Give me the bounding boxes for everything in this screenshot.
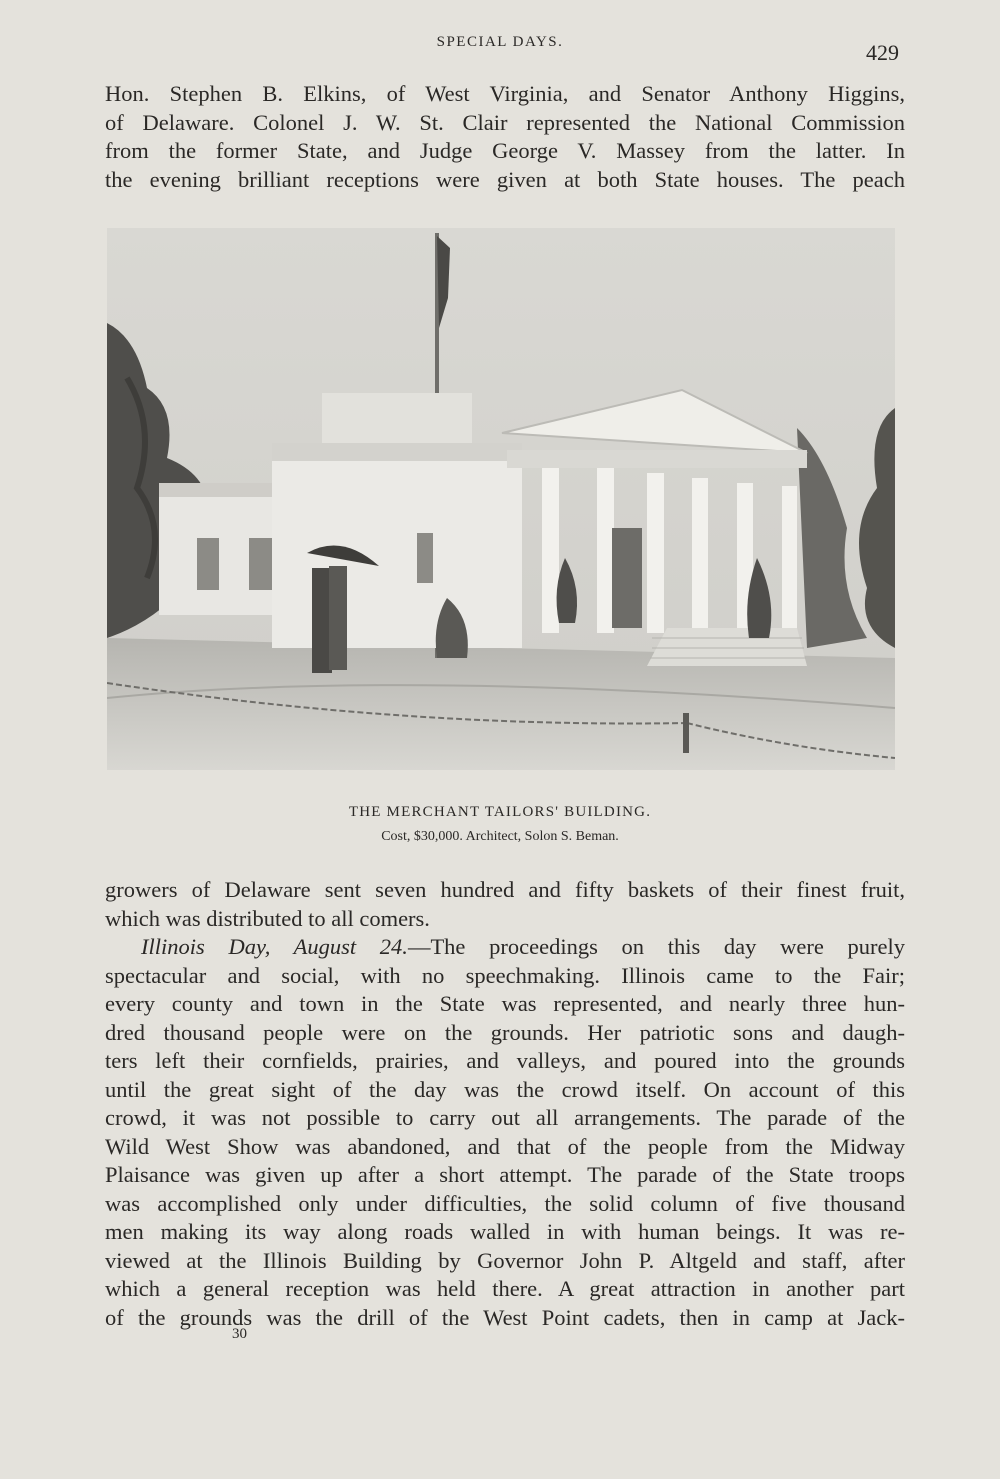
- top-paragraph: [105, 80, 905, 194]
- text-line: growers of Delaware sent seven hundred and fifty baskets of their finest fruit,: [105, 877, 905, 902]
- text-line: of Delaware. Colonel J. W. St. Clair represented the National Commission: [105, 109, 905, 135]
- text-line: Hon. Stephen B. Elkins, of West Virginia, and Senator Anthony Higgins,: [105, 81, 905, 106]
- signature-mark: 30: [232, 1326, 247, 1342]
- day-heading: Illinois Day, August 24.: [141, 934, 408, 959]
- text-line: dred thousand people were on the grounds. Her patriotic sons and daugh-: [105, 1019, 905, 1045]
- text-line: spectacular and social, with no speechmaking. Illinois came to the Fair;: [105, 962, 905, 988]
- text-line: of the grounds was the drill of the West Point cadets, then in camp at Jack-: [105, 1304, 905, 1330]
- running-head: SPECIAL DAYS.: [436, 34, 564, 50]
- figure-caption-subtitle: Cost, $30,000. Architect, Solon S. Beman.: [381, 829, 619, 844]
- figure-caption-title: THE MERCHANT TAILORS' BUILDING.: [348, 804, 652, 820]
- text-line: ters left their cornfields, prairies, and valleys, and poured into the grounds: [105, 1048, 905, 1073]
- bottom-paragraph: [105, 876, 905, 1332]
- text-line: men making its way along roads walled in with human beings. It was re-: [105, 1219, 905, 1244]
- page-number: 429: [866, 40, 899, 65]
- building-photograph: [107, 228, 895, 770]
- text-fragment: —The proceedings on this day were purely: [407, 934, 905, 959]
- text-line-heading: [105, 933, 905, 962]
- text-line: crowd, it was not possible to carry out all arrangements. The parade of the: [105, 1105, 905, 1130]
- text-line: which a general reception was held there. A great attraction in another part: [105, 1276, 905, 1301]
- text-line: which was distributed to all comers.: [105, 905, 430, 931]
- text-line: Plaisance was given up after a short attempt. The parade of the State troops: [105, 1162, 905, 1187]
- text-line: Wild West Show was abandoned, and that of the people from the Midway: [105, 1133, 905, 1159]
- text-line: until the great sight of the day was the crowd itself. On account of this: [105, 1076, 905, 1102]
- text-line: every county and town in the State was represented, and nearly three hun-: [105, 991, 905, 1016]
- text-line: was accomplished only under difficulties, the solid column of five thousand: [105, 1190, 905, 1216]
- photo-illustration: [107, 228, 895, 770]
- text-line: the evening brilliant receptions were given at both State houses. The peach: [105, 166, 905, 192]
- text-line: from the former State, and Judge George V. Massey from the latter. In: [105, 138, 905, 163]
- text-line: viewed at the Illinois Building by Governor John P. Altgeld and staff, after: [105, 1247, 905, 1273]
